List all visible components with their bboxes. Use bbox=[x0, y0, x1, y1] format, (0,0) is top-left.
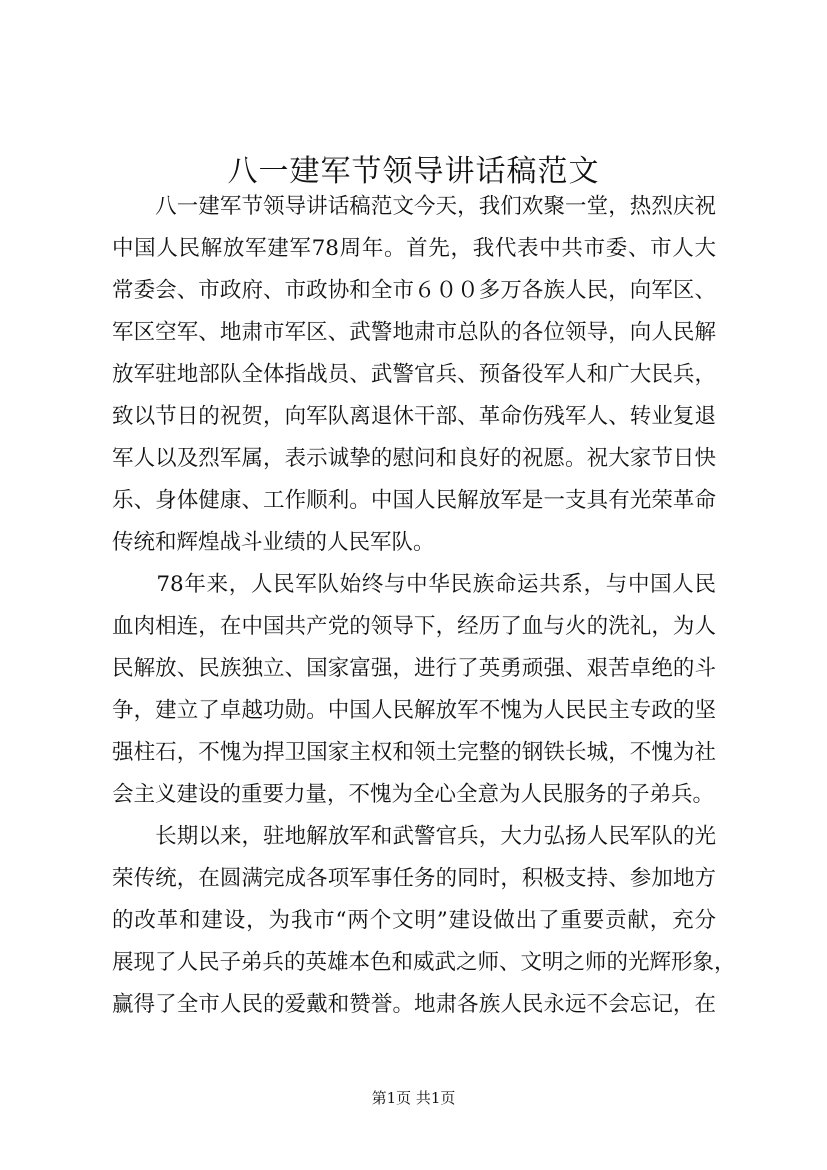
body-line: 军人以及烈军属，表示诚挚的慰问和良好的祝愿。祝大家节日快 bbox=[112, 446, 716, 471]
body-line: 八一建军节领导讲话稿范文今天，我们欢聚一堂，热烈庆祝 bbox=[112, 194, 716, 219]
page-number: 第1页 共1页 bbox=[371, 1089, 456, 1107]
body-line: 会主义建设的重要力量，不愧为全心全意为人民服务的子弟兵。 bbox=[112, 782, 715, 807]
body-line: 荣传统，在圆满完成各项军事任务的同时，积极支持、参加地方 bbox=[112, 866, 716, 891]
body-line: 中国人民解放军建军78周年。首先，我代表中共市委、市人大 bbox=[112, 236, 716, 261]
body-line: 传统和辉煌战斗业绩的人民军队。 bbox=[112, 530, 435, 555]
body-line: 的改革和建设，为我市“两个文明”建设做出了重要贡献，充分 bbox=[112, 908, 716, 933]
body-line: 乐、身体健康、工作顺利。中国人民解放军是一支具有光荣革命 bbox=[112, 488, 716, 513]
body-line: 民解放、民族独立、国家富强，进行了英勇顽强、艰苦卓绝的斗 bbox=[112, 656, 716, 681]
body-line: 长期以来，驻地解放军和武警官兵，大力弘扬人民军队的光 bbox=[112, 824, 716, 849]
body-line: 血肉相连，在中国共产党的领导下，经历了血与火的洗礼，为人 bbox=[112, 614, 716, 639]
body-line: 放军驻地部队全体指战员、武警官兵、预备役军人和广大民兵， bbox=[112, 362, 716, 387]
body-line: 展现了人民子弟兵的英雄本色和威武之师、文明之师的光辉形象， bbox=[112, 950, 736, 975]
body-line: 78年来，人民军队始终与中华民族命运共系，与中国人民 bbox=[112, 572, 716, 597]
document-title: 八一建军节领导讲话稿范文 bbox=[227, 154, 600, 189]
body-line: 军区空军、地肃市军区、武警地肃市总队的各位领导，向人民解 bbox=[112, 320, 716, 345]
body-line: 争，建立了卓越功勋。中国人民解放军不愧为人民民主专政的坚 bbox=[112, 698, 716, 723]
body-line: 强柱石，不愧为捍卫国家主权和领土完整的钢铁长城，不愧为社 bbox=[112, 740, 716, 765]
body-line: 常委会、市政府、市政协和全市６００多万各族人民，向军区、 bbox=[112, 278, 716, 303]
body-line: 赢得了全市人民的爱戴和赞誉。地肃各族人民永远不会忘记，在 bbox=[112, 992, 716, 1017]
body-line: 致以节日的祝贺，向军队离退休干部、革命伤残军人、转业复退 bbox=[112, 404, 716, 429]
